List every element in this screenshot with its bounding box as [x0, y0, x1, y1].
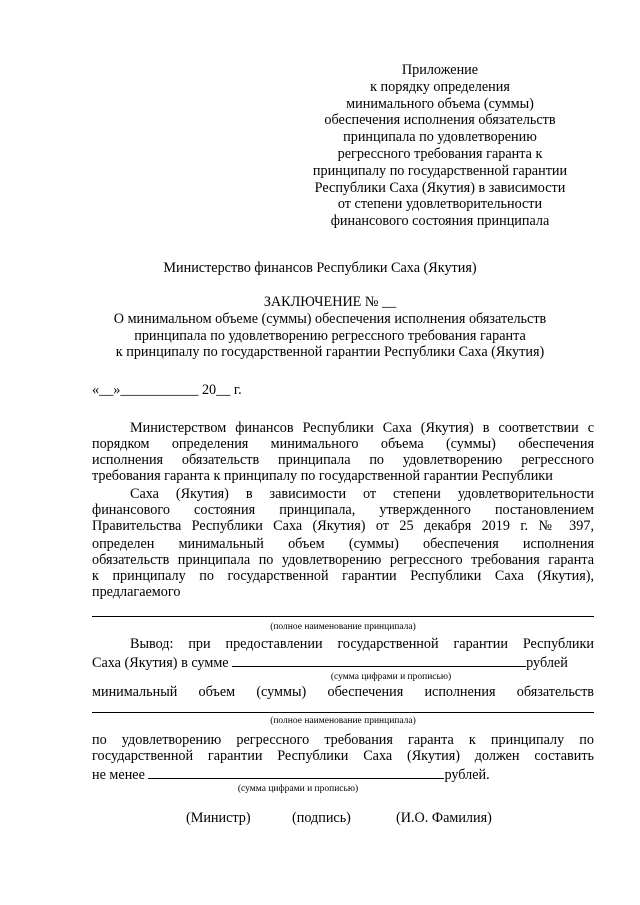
appendix-line: финансового состояния принципала — [330, 213, 550, 230]
body-line: Саха (Якутия) в зависимости от степени удовлетворительности — [130, 486, 594, 502]
conclusion-sum-prefix: Саха (Якутия) в сумме — [92, 655, 233, 671]
sum-caption: (сумма цифрами и прописью) — [330, 672, 452, 682]
final-sum-line — [92, 766, 594, 784]
appendix-line: регрессного требования гаранта к — [337, 145, 543, 162]
signature-position: (Министр) — [186, 810, 251, 826]
min-sum-blank-rule — [148, 766, 444, 779]
appendix-line: обеспечения исполнения обязательств — [324, 112, 556, 129]
principal-name-rule — [92, 616, 594, 617]
appendix-line: Приложение — [401, 62, 479, 78]
title-line: принципала по удовлетворению регрессного требования гаранта — [134, 327, 526, 344]
body-line: определен минимальный объем (суммы) обеспечения исполнения — [92, 536, 594, 552]
final-line: государственной гарантии Республики Саха (Якутия) должен составить — [92, 748, 594, 764]
rubles-label: рублей. — [444, 767, 490, 783]
title-line: О минимальном объеме (суммы) обеспечения исполнения обязательств — [113, 310, 547, 327]
title-heading: ЗАКЛЮЧЕНИЕ № __ — [263, 294, 397, 310]
sum-blank-rule — [232, 654, 526, 667]
appendix-line: минимального объема (суммы) — [346, 95, 534, 112]
body-line: обязательств принципала по удовлетворению регрессного требования гаранта — [92, 552, 594, 568]
appendix-line: принципала по удовлетворению — [343, 129, 537, 146]
final-sum-prefix: не менее — [92, 767, 149, 783]
principal-name-rule — [92, 712, 594, 713]
signature-name: (И.О. Фамилия) — [396, 810, 492, 826]
appendix-line: Республики Саха (Якутия) в зависимости — [314, 179, 566, 196]
body-line: финансового состояния принципала, утвержденного постановлением — [92, 502, 594, 518]
conclusion-line: минимальный объем (суммы) обеспечения исполнения обязательств — [92, 684, 594, 700]
body-line: предлагаемого — [92, 584, 181, 600]
body-line: Министерством финансов Республики Саха (Якутия) в соответствии с — [130, 420, 594, 436]
conclusion-line: Вывод: при предоставлении государственной гарантии Республики — [130, 636, 594, 652]
document-title — [60, 294, 600, 361]
body-line: Правительства Республики Саха (Якутия) от 25 декабря 2019 г. № 397, — [92, 518, 594, 534]
principal-name-caption: (полное наименование принципала) — [270, 622, 416, 632]
principal-name-caption: (полное наименование принципала) — [270, 716, 416, 726]
date-line: «__»___________ 20__ г. — [92, 382, 242, 398]
appendix-line: от степени удовлетворительности — [337, 196, 543, 213]
body-line: порядком определения минимального объема (суммы) обеспечения — [92, 436, 594, 452]
appendix-line: к порядку определения — [370, 78, 510, 95]
body-line: к принципалу по государственной гарантии Республики Саха (Якутия), — [92, 568, 594, 584]
body-line: требования гаранта к принципалу по государственной гарантии Республики — [92, 468, 553, 484]
appendix-header — [300, 62, 580, 230]
ministry-name: Министерство финансов Республики Саха (Якутия) — [163, 260, 477, 276]
body-line: исполнения обязательств принципала по удовлетворению регрессного — [92, 452, 594, 468]
rubles-label: рублей — [526, 655, 568, 671]
title-line: к принципалу по государственной гарантии Республики Саха (Якутия) — [115, 344, 545, 361]
conclusion-sum-line — [92, 654, 594, 672]
final-line: по удовлетворению регрессного требования гаранта к принципалу по — [92, 732, 594, 748]
sum-caption: (сумма цифрами и прописью) — [237, 784, 359, 794]
appendix-line: принципалу по государственной гарантии — [312, 162, 568, 179]
signature-sign: (подпись) — [292, 810, 351, 826]
